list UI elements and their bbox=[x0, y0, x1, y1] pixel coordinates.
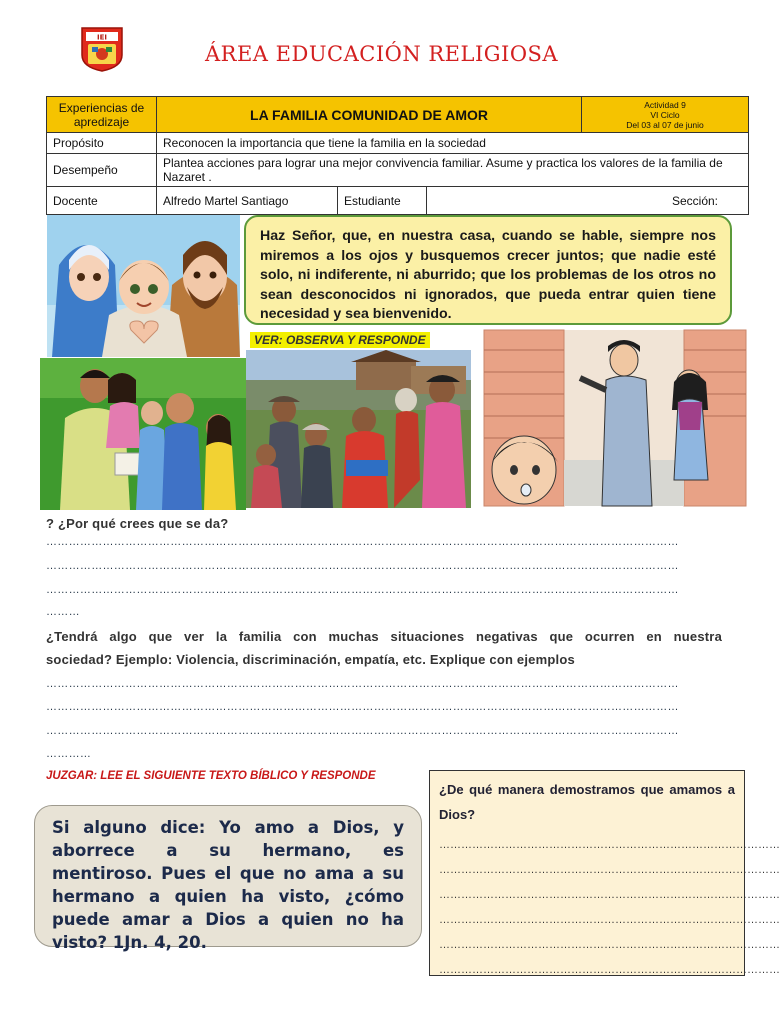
answer-line-7[interactable]: …………………………………………………………………………………………………………………………………………………… bbox=[46, 725, 679, 737]
estudiante-label: Estudiante bbox=[338, 187, 427, 215]
answer-line-8[interactable]: ………… bbox=[46, 748, 92, 760]
holy-family-illustration bbox=[47, 215, 240, 357]
activity-title: LA FAMILIA COMUNIDAD DE AMOR bbox=[157, 97, 582, 133]
qbox-answer-line-4[interactable]: ………………………………………………………………………………… bbox=[439, 914, 780, 926]
qbox-answer-line-3[interactable]: ………………………………………………………………………………… bbox=[439, 889, 780, 901]
svg-text:IEI: IEI bbox=[97, 33, 107, 42]
qbox-answer-line-6[interactable]: ………………………………………………………………………………… bbox=[439, 964, 780, 976]
activity-details bbox=[582, 97, 749, 133]
answer-line-4[interactable]: ……… bbox=[46, 606, 80, 618]
page-title: ÁREA EDUCACIÓN RELIGIOSA bbox=[205, 42, 559, 66]
answer-line-2[interactable]: …………………………………………………………………………………………………………………………………………………… bbox=[46, 560, 679, 572]
prayer-box: Haz Señor, que, en nuestra casa, cuando se hable, siempre nos miremos a los ojos y busquemos crecer juntos; que nadie esté solo, ni indiferente, ni aburrido; que los problemas de los otros no sean desconocidos ni ignorados, que pueda entrar quien tiene necesidad y sea bienvenido. bbox=[244, 215, 732, 325]
bible-verse-box bbox=[34, 805, 422, 952]
activity-info-table bbox=[46, 96, 749, 215]
activity-number: Actividad 9 bbox=[644, 99, 686, 110]
love-god-question-box bbox=[429, 770, 780, 976]
answer-line-6[interactable]: …………………………………………………………………………………………………………………………………………………… bbox=[46, 701, 679, 713]
activity-dates: Del 03 al 07 de junio bbox=[626, 119, 704, 130]
answer-line-3[interactable]: …………………………………………………………………………………………………………………………………………………… bbox=[46, 584, 679, 596]
school-logo bbox=[78, 25, 126, 73]
docente-label: Docente bbox=[47, 187, 157, 215]
ver-label: VER: OBSERVA Y RESPONDE bbox=[250, 332, 430, 348]
seccion-label: Sección: bbox=[427, 187, 749, 215]
question-2-line-2: sociedad? Ejemplo: Violencia, discriminación, empatía, etc. Explique con ejemplos bbox=[46, 652, 575, 667]
rural-family-photo bbox=[246, 350, 471, 508]
experiencias-label: Experiencias de apredizaje bbox=[47, 97, 157, 133]
question-2-line-1: ¿Tendrá algo que ver la familia con muchas situaciones negativas que ocurren en nuestra bbox=[46, 629, 722, 644]
activity-cycle: VI Ciclo bbox=[650, 109, 680, 120]
bible-verse-text: Si alguno dice: Yo amo a Dios, y aborrece a su hermano, es mentiroso. Pues el que no ama a su hermano a quien ha visto, ¿cómo puede amar a Dios a quien no ha visto? 1Jn. 4, 20. bbox=[52, 818, 404, 952]
family-conflict-cartoon bbox=[484, 330, 746, 506]
qbox-answer-line-5[interactable]: ………………………………………………………………………………… bbox=[439, 939, 780, 951]
proposito-text: Reconocen la importancia que tiene la familia en la sociedad bbox=[157, 133, 749, 154]
desempeno-label: Desempeño bbox=[47, 154, 157, 187]
qbox-answer-line-2[interactable]: ………………………………………………………………………………… bbox=[439, 864, 780, 876]
answer-line-1[interactable]: …………………………………………………………………………………………………………………………………………………… bbox=[46, 536, 679, 548]
proposito-label: Propósito bbox=[47, 133, 157, 154]
juzgar-label: JUZGAR: LEE EL SIGUIENTE TEXTO BÍBLICO Y RESPONDE bbox=[46, 770, 376, 782]
love-god-question: ¿De qué manera demostramos que amamos a Dios? bbox=[439, 782, 735, 822]
qbox-answer-line-1[interactable]: ………………………………………………………………………………… bbox=[439, 839, 780, 851]
desempeno-text: Plantea acciones para lograr una mejor convivencia familiar. Asume y practica los valores de la familia de Nazaret . bbox=[157, 154, 749, 187]
family-reading-photo bbox=[40, 358, 246, 510]
question-1: ? ¿Por qué crees que se da? bbox=[46, 516, 229, 531]
docente-name: Alfredo Martel Santiago bbox=[157, 187, 338, 215]
answer-line-5[interactable]: …………………………………………………………………………………………………………………………………………………… bbox=[46, 678, 679, 690]
